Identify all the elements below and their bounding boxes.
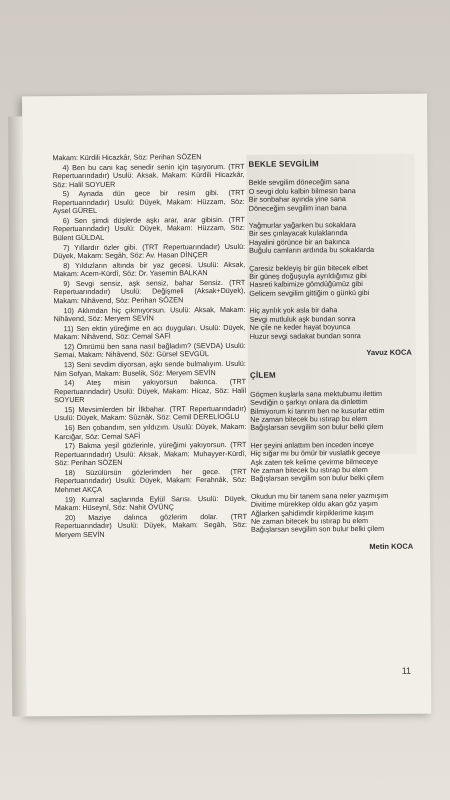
poem-line: Huzur sevgi sadakat bundan sonra — [249, 330, 361, 341]
song-entry: 20) Maziye dalınca gözlerim dolar. (TRT Repertuarındadır) Usulü: Düyek, Makam: Segâh, Söz: Meryem SEVİN — [54, 511, 248, 539]
poem-line: Hiç sığar mı bu ömür bir vuslatlık geceye — [250, 448, 381, 458]
poem-line: Divitime mürekkep oldu akan göz yaşım — [250, 499, 378, 510]
poem-line: Yağmurlar yağarken bu sokaklara — [248, 220, 356, 230]
poem-line: Bir sonbahar ayında yine sana — [248, 194, 346, 205]
poem-stanza — [251, 491, 413, 534]
poem-author: Metin KOCA — [369, 541, 414, 551]
poem-line: Buğulu camların ardında bu sokaklarda — [249, 245, 375, 256]
poem-line: Hiç ayrılık yok asla bir daha — [249, 305, 338, 316]
song-entry: 7) Yıllardır özler gibi. (TRT Repertuarındadır) Usulü: Düyek, Makam: Segâh, Söz: Av. Hasan DİNÇER — [53, 241, 246, 261]
poem-title: ÇİLEM — [249, 370, 276, 381]
poem-line: Sevgi mutluluk aşk bundan sonra — [249, 313, 356, 324]
poem-line: Göçmen kuşlarla sana mektubumu ilettim — [250, 388, 382, 399]
poem-line: O sevgi dolu kalbin bilmesin bana — [248, 185, 356, 196]
song-entry: 19) Kumral saçlarında Eylül Sarısı. Usulü: Düyek, Makam: Hüseynî, Söz: Nahit ÖVÜNÇ — [54, 493, 247, 513]
poem-line: Ne zaman bitecek bu ıstırap bu elem — [250, 464, 368, 475]
poem-line: Bağışlarsan sevgilim son bulur belki çilem — [250, 473, 384, 484]
poem-line: Ne zaman bitecek bu ıstırap bu elem — [250, 516, 369, 526]
song-entry: 8) Yıldızların altında bir yaz gecesi. Usulü: Aksak, Makam: Acem-Kürdî, Söz: Dr. Yasemin BALKAN — [53, 259, 246, 279]
song-entry: 18) Süzülürsün gözlerimden her gece. (TRT Repertuarındadır) Usulü: Düyek, Makam: Ferahnâk, Söz: Mehmet AKÇA — [54, 466, 247, 495]
poem-line: Bekle sevgilim döneceğim sana — [248, 177, 350, 188]
poem-line: Bağışlarsan sevgilim son bulur belki çilem — [251, 524, 385, 535]
poem-stanza — [249, 221, 411, 256]
poem-line: Hayalini görünce bir an bakınca — [248, 236, 350, 247]
song-entry: 6) Sen şimdi düşlerde aşkı arar, arar gibisin. (TRT Repertuarındadır) Usulü: Düyek, Makam: Hüzzam, Söz: Bülent GÜLDAL — [52, 214, 245, 243]
poems-column — [248, 152, 413, 566]
poem-line: Çaresiz bekleyiş bir gün bitecek elbet — [249, 262, 368, 273]
poem-line: Her şeyini anlattım ben inceden inceye — [250, 439, 374, 450]
song-entry: 14) Ateş misin yakıyorsun bakınca. (TRT Repertuarındadır) Usulü: Düyek, Makam: Hicaz, Söz: Halil SOYUER — [54, 377, 247, 405]
song-entry: 16) Ben çobandım, sen yıldızım. Usulü: Düyek, Makam: Karcığar, Söz: Cemal SAFİ — [54, 422, 247, 441]
poem-line: Ağlarken şahidimdir kirpiklerime kaşım — [250, 507, 374, 518]
song-entry: 9) Sevgi sensiz, aşk sensiz, bahar Sensiz. (TRT Repertuarındadır) Usulü: Değişmeli (Aksak+Düyek), Makam: Nihâvend, Söz: Perihan SÖZEN — [53, 277, 246, 306]
poem-line: Ne zaman bitecek bu ıstırap bu elem — [250, 413, 368, 424]
poem-line: Sevdiğin o şarkıyı onlara da dinlettim — [250, 397, 368, 407]
song-list-column — [52, 153, 247, 541]
book-page — [22, 94, 431, 717]
poem-line: Gelicem sevgilim gittiğim o günkü gibi — [249, 287, 370, 298]
song-entry: 17) Bakma yeşil gözlerinle, yüreğimi yakıyorsun. (TRT Repertuarındadır) Usulü: Aksak, Makam: Muhayyer-Kürdî, Söz: Perihan SÖZEN — [54, 440, 247, 468]
poem-line: Bağışlarsan sevgilim son bulur belki çilem — [250, 422, 384, 433]
song-entry: 13) Seni sevdim diyorsan, aşkı sende bulmalıyım. Usulü: Nim Sofyan, Makam: Buselik, Söz: Meryem SEVİN — [53, 359, 246, 378]
poem-line: Aşk zaten tek kelime çevirme bilmeceye — [250, 456, 379, 467]
song-entry: Makam: Kürdili Hicazkâr, Söz: Perihan SÖZEN — [52, 152, 202, 163]
poem-stanza — [249, 178, 411, 213]
poem-stanza — [249, 306, 411, 341]
poem-line: Bir ses çınlayacak kulaklarında — [248, 228, 348, 239]
poem-line: Ne çile ne keder hayat boyunca — [249, 322, 351, 332]
poem-title: BEKLE SEVGİLİM — [248, 159, 319, 169]
poem-stanza — [250, 389, 412, 432]
poem-line: Okudun mu bir tanem sana neler yazmışım — [250, 490, 389, 501]
poem-stanza — [249, 263, 411, 298]
song-entry: 5) Aynada dün gece bir resim gibi. (TRT Repertuarındadır) Usulü: Düyek, Makam: Hüzzam, Söz: Aysel GÜREL — [52, 188, 245, 216]
song-entry: 15) Mevsimlerden bir İlkbahar. (TRT Repertuarındadır) Usulü: Düyek, Makam: Sûznâk, Söz: Cemil DERELİOĞLU — [54, 403, 247, 423]
poem-line: Bilmiyorum ki tanrım ben ne kusurlar ettim — [250, 405, 385, 416]
poem-author: Yavuz KOCA — [366, 347, 412, 357]
song-entry: 10) Aklımdan hiç çıkmıyorsun. Usulü: Aksak, Makam: Nihâvend, Söz: Meryem SEVİN — [53, 304, 246, 324]
song-entry: 11) Sen ektin yüreğime en acı duyguları. Usulü: Düyek, Makam: Nihâvend, Söz: Cemal SAFİ — [53, 322, 246, 342]
song-entry: 4) Ben bu canı kaç senedir senin için taşıyorum. (TRT Repertuarındadır) Usulü: Aksak, Makam: Kürdili Hicazkâr, Söz: Halil SOYUER — [52, 161, 245, 189]
page-number: 11 — [401, 665, 412, 676]
poem-line: Bir güneş doğuşuyla ayrıldığımız gibi — [249, 271, 367, 281]
song-entry: 12) Ömrümü ben sana nasıl bağladım? (SEVDA) Usulü: Semai, Makam: Nihâvend, Söz: Gürsel SEVGÜL — [53, 340, 246, 360]
poem-line: Hasreti kalbimize gömdüğümüz gibi — [249, 279, 363, 290]
poem-stanza — [250, 440, 412, 483]
poem-line: Döneceğim sevgilim inan bana — [248, 202, 347, 213]
